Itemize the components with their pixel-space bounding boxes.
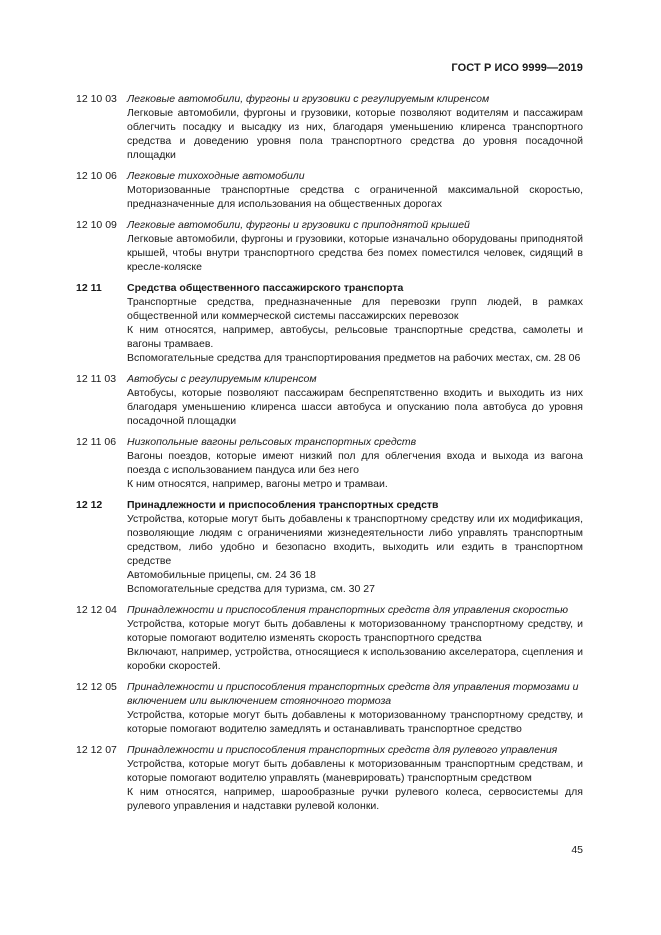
classification-entry: [76, 435, 583, 491]
entry-title: Принадлежности и приспособления транспортных средств для управления тормозами и включением или выключением стояночного тормоза: [127, 681, 579, 707]
entry-code: 12 11 03: [76, 373, 117, 385]
entry-body: [127, 743, 583, 813]
entry-body: [127, 281, 583, 365]
entry-title: Легковые автомобили, фургоны и грузовики с регулируемым клиренсом: [127, 93, 490, 105]
classification-entry: [76, 218, 583, 274]
entry-paragraph: Моторизованные транспортные средства с ограниченной максимальной скоростью, предназначенные для использования на общественных дорогах: [127, 184, 583, 210]
classification-list: [76, 92, 583, 820]
entry-paragraph: Устройства, которые могут быть добавлены к моторизованному транспортному средству, и которые помогают водителю изменять скорость транспортного средства: [127, 618, 583, 644]
classification-entry: [76, 92, 583, 162]
classification-entry: [76, 743, 583, 813]
entry-title: Легковые тихоходные автомобили: [127, 170, 305, 182]
entry-body: [127, 435, 583, 491]
entry-title: Принадлежности и приспособления транспортных средств для рулевого управления: [127, 744, 558, 756]
classification-entry: [76, 281, 583, 365]
entry-body: [127, 680, 583, 736]
entry-code: 12 10 09: [76, 219, 117, 231]
classification-entry: [76, 169, 583, 211]
entry-paragraph: Легковые автомобили, фургоны и грузовики, которые позволяют водителям и пассажирам облегчить посадку и высадку из них, благодаря уменьшению клиренса транспортного средства и доведению уровня пола транспортного средства до уровня посадочной площадки: [127, 107, 583, 161]
document-header: ГОСТ Р ИСО 9999—2019: [451, 62, 583, 74]
page-number: 45: [571, 844, 583, 856]
entry-paragraph: Устройства, которые могут быть добавлены к моторизованному транспортному средству, и которые помогают водителю замедлять и останавливать транспортное средство: [127, 709, 583, 735]
entry-body: [127, 603, 583, 673]
classification-entry: [76, 498, 583, 596]
entry-code: 12 12 05: [76, 681, 117, 693]
entry-title: Средства общественного пассажирского транспорта: [127, 282, 404, 294]
entry-paragraph: К ним относятся, например, вагоны метро и трамваи.: [127, 478, 388, 490]
entry-body: [127, 498, 583, 596]
entry-paragraph: Вспомогательные средства для транспортирования предметов на рабочих местах, см. 28 06: [127, 352, 581, 364]
classification-entry: [76, 603, 583, 673]
entry-title: Автобусы с регулируемым клиренсом: [127, 373, 317, 385]
entry-code: 12 12 04: [76, 604, 117, 616]
classification-entry: [76, 680, 583, 736]
entry-paragraph: Автобусы, которые позволяют пассажирам беспрепятственно входить и выходить из них благодаря уменьшению клиренса шасси автобуса и опусканию пола автобуса до уровня посадочной площадки: [127, 387, 583, 427]
entry-paragraph: Включают, например, устройства, относящиеся к использованию акселератора, сцепления и коробки скоростей.: [127, 646, 583, 672]
entry-code: 12 12 07: [76, 744, 117, 756]
entry-code: 12 11: [76, 282, 102, 294]
entry-paragraph: Устройства, которые могут быть добавлены к транспортному средству или их модификация, позволяющие людям с ограничениями жизнедеятельности либо управлять транспортным средством, либо удобно и безопасно входить, выходить или ездить в транспортном средстве: [127, 513, 583, 567]
classification-entry: [76, 372, 583, 428]
entry-paragraph: Вспомогательные средства для туризма, см. 30 27: [127, 583, 375, 595]
entry-paragraph: Устройства, которые могут быть добавлены к моторизованным транспортным средствам, и которые помогают водителю управлять (маневрировать) транспортным средством: [127, 758, 583, 784]
entry-code: 12 12: [76, 499, 103, 511]
entry-code: 12 10 03: [76, 93, 117, 105]
entry-body: [127, 92, 583, 162]
entry-title: Низкопольные вагоны рельсовых транспортных средств: [127, 436, 417, 448]
entry-paragraph: К ним относятся, например, автобусы, рельсовые транспортные средства, самолеты и вагоны трамваев.: [127, 324, 583, 350]
entry-paragraph: Легковые автомобили, фургоны и грузовики, которые изначально оборудованы приподнятой крышей, чтобы внутри транспортного средства без помех поместился человек, сидящий в кресле-коляске: [127, 233, 583, 273]
entry-paragraph: Транспортные средства, предназначенные для перевозки групп людей, в рамках общественной или коммерческой системы пассажирских перевозок: [127, 296, 583, 322]
entry-title: Легковые автомобили, фургоны и грузовики с приподнятой крышей: [127, 219, 470, 231]
entry-paragraph: Вагоны поездов, которые имеют низкий пол для облегчения входа и выхода из вагона поезда с использованием пандуса или без него: [127, 450, 583, 476]
entry-body: [127, 218, 583, 274]
entry-body: [127, 169, 583, 211]
entry-body: [127, 372, 583, 428]
entry-paragraph: К ним относятся, например, шарообразные ручки рулевого колеса, сервосистемы для рулевого управления и надставки рулевой колонки.: [127, 786, 583, 812]
entry-code: 12 11 06: [76, 436, 117, 448]
entry-paragraph: Автомобильные прицепы, см. 24 36 18: [127, 569, 316, 581]
entry-title: Принадлежности и приспособления транспортных средств: [127, 499, 439, 511]
entry-code: 12 10 06: [76, 170, 117, 182]
entry-title: Принадлежности и приспособления транспортных средств для управления скоростью: [127, 604, 569, 616]
